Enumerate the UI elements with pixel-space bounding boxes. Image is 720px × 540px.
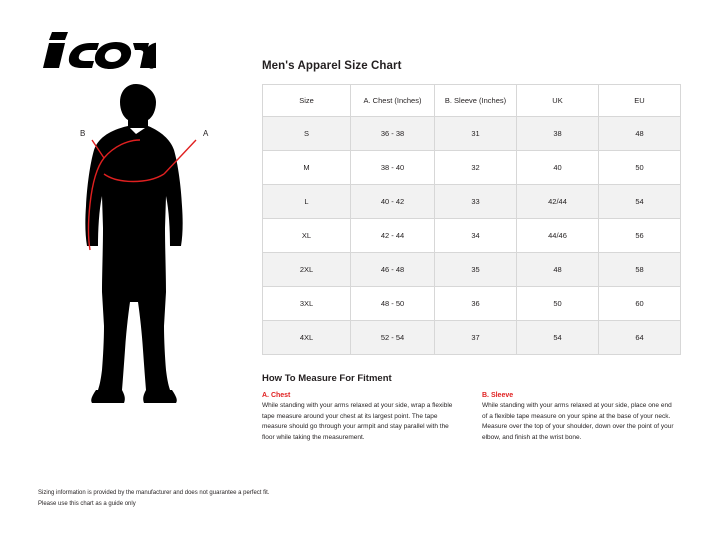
cell-uk: 48 xyxy=(517,253,599,287)
cell-chest: 48 - 50 xyxy=(351,287,435,321)
table-body xyxy=(263,117,681,355)
how-to-measure-section xyxy=(262,373,680,444)
column-header-size: Size xyxy=(263,85,351,117)
cell-eu: 50 xyxy=(599,151,681,185)
how-to-measure-sleeve xyxy=(482,392,678,444)
cell-chest: 52 - 54 xyxy=(351,321,435,355)
size-chart-table xyxy=(262,84,681,355)
table-row xyxy=(263,219,681,253)
icon-brand-logo xyxy=(38,30,156,70)
footer-disclaimer xyxy=(38,488,368,510)
page-title: Men's Apparel Size Chart xyxy=(262,60,402,72)
sleeve-heading: B. Sleeve xyxy=(482,392,514,399)
cell-sleeve: 31 xyxy=(435,117,517,151)
cell-sleeve: 35 xyxy=(435,253,517,287)
cell-eu: 54 xyxy=(599,185,681,219)
cell-sleeve: 32 xyxy=(435,151,517,185)
sleeve-text: While standing with your arms relaxed at your side, place one end of a flexible tape measure on your spine at the base of your neck. Measure over the top of your shoulder, down over the point of your elbow, and finish at the wrist bone. xyxy=(482,402,674,442)
cell-uk: 42/44 xyxy=(517,185,599,219)
column-header-eu: EU xyxy=(599,85,681,117)
cell-size: 3XL xyxy=(263,287,351,321)
table-row xyxy=(263,117,681,151)
cell-size: 2XL xyxy=(263,253,351,287)
cell-eu: 48 xyxy=(599,117,681,151)
cell-chest: 40 - 42 xyxy=(351,185,435,219)
cell-uk: 38 xyxy=(517,117,599,151)
chart-content xyxy=(262,60,680,444)
cell-eu: 56 xyxy=(599,219,681,253)
icon-logo-svg xyxy=(38,30,156,70)
footer-line-2: Please use this chart as a guide only xyxy=(38,501,136,508)
cell-chest: 42 - 44 xyxy=(351,219,435,253)
cell-size: 4XL xyxy=(263,321,351,355)
cell-sleeve: 33 xyxy=(435,185,517,219)
chest-text: While standing with your arms relaxed at your side, wrap a flexible tape measure around your chest at its largest point. The tape measure should go through your armpit and stay parallel with the floor while taking the measurement. xyxy=(262,402,453,442)
cell-uk: 54 xyxy=(517,321,599,355)
cell-size: M xyxy=(263,151,351,185)
column-header-uk: UK xyxy=(517,85,599,117)
callout-label-b: B xyxy=(80,129,86,138)
table-row xyxy=(263,321,681,355)
cell-chest: 46 - 48 xyxy=(351,253,435,287)
cell-sleeve: 37 xyxy=(435,321,517,355)
table-row xyxy=(263,253,681,287)
svg-text:R: R xyxy=(149,62,154,69)
male-body-figure xyxy=(40,78,240,408)
cell-size: L xyxy=(263,185,351,219)
cell-size: XL xyxy=(263,219,351,253)
cell-chest: 36 - 38 xyxy=(351,117,435,151)
how-to-measure-chest xyxy=(262,392,458,444)
cell-eu: 58 xyxy=(599,253,681,287)
cell-uk: 40 xyxy=(517,151,599,185)
cell-uk: 44/46 xyxy=(517,219,599,253)
cell-sleeve: 34 xyxy=(435,219,517,253)
callout-label-a: A xyxy=(203,129,209,138)
chest-heading: A. Chest xyxy=(262,392,291,399)
footer-line-1: Sizing information is provided by the manufacturer and does not guarantee a perfect fit. xyxy=(38,490,270,497)
table-row xyxy=(263,185,681,219)
cell-eu: 60 xyxy=(599,287,681,321)
table-header xyxy=(263,85,681,117)
table-row xyxy=(263,151,681,185)
cell-size: S xyxy=(263,117,351,151)
column-header-chest: A. Chest (Inches) xyxy=(351,85,435,117)
table-header-row xyxy=(263,85,681,117)
column-header-sleeve: B. Sleeve (Inches) xyxy=(435,85,517,117)
body-figure-svg xyxy=(40,78,240,408)
cell-chest: 38 - 40 xyxy=(351,151,435,185)
cell-uk: 50 xyxy=(517,287,599,321)
table-row xyxy=(263,287,681,321)
cell-eu: 64 xyxy=(599,321,681,355)
body-silhouette xyxy=(85,84,182,403)
cell-sleeve: 36 xyxy=(435,287,517,321)
how-to-measure-title: How To Measure For Fitment xyxy=(262,373,392,384)
